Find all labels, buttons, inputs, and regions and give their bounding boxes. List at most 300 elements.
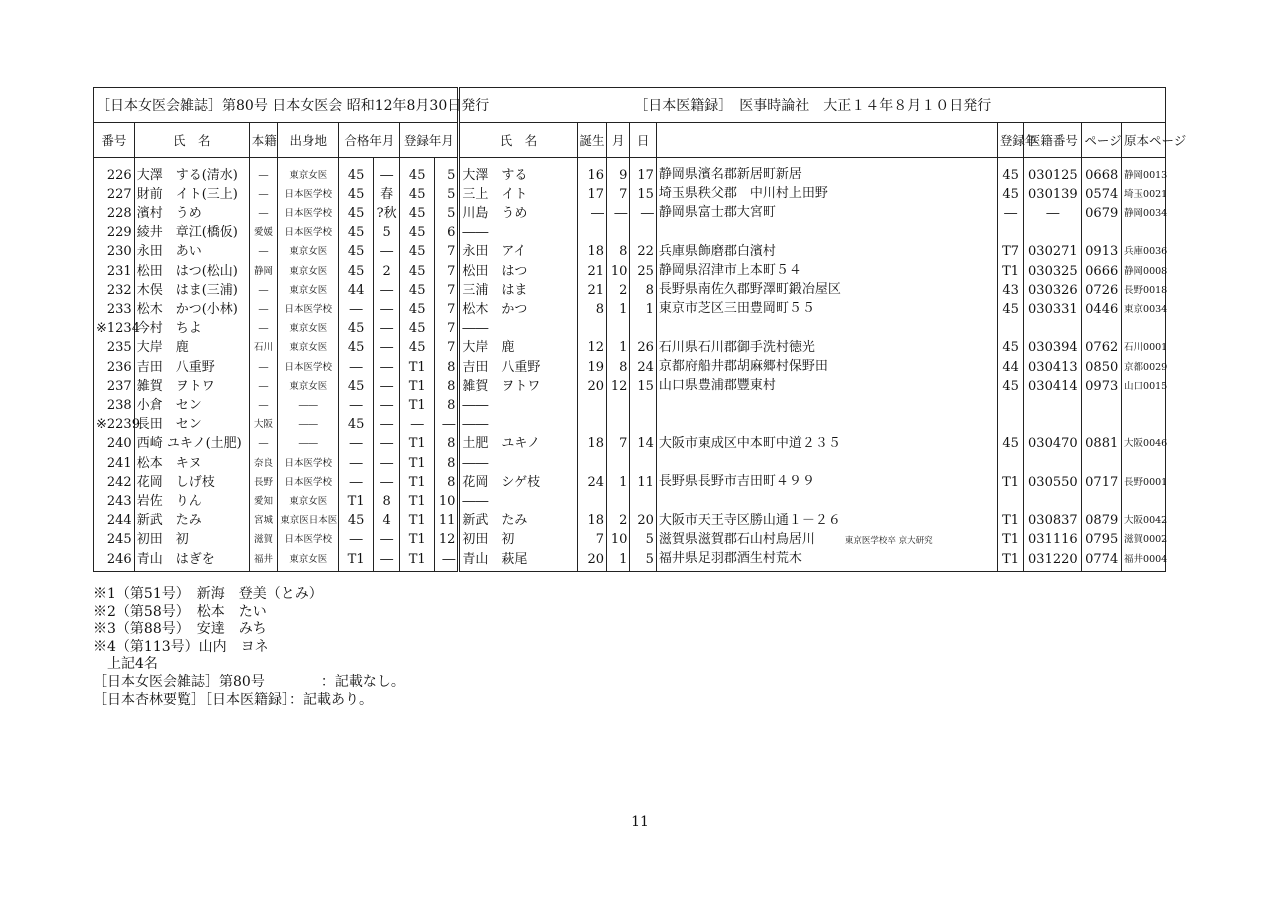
cell-no — [94, 320, 140, 339]
cell-text: 10 — [610, 532, 628, 548]
cell-text: 滋賀 — [253, 534, 273, 546]
cell-text: ― — [258, 188, 269, 200]
cell-text: ― — [258, 207, 269, 219]
cell-bd — [630, 224, 656, 243]
cell-text: T1 — [408, 532, 426, 548]
cell-ty — [400, 320, 435, 339]
cell-text: 静岡県濱名郡新居町新居 — [658, 167, 802, 182]
cell-text: 5 — [645, 551, 654, 567]
cell-origin — [278, 396, 339, 415]
cell-text: 吉田 八重野 — [136, 359, 215, 375]
cell-bm — [607, 492, 630, 511]
cell-addr — [656, 492, 997, 511]
cell-km — [373, 339, 399, 358]
cell-ty — [400, 339, 435, 358]
cell-bm — [607, 531, 630, 550]
cell-text: ―― — [462, 321, 489, 337]
cell-km — [373, 550, 399, 572]
cell-name — [134, 377, 249, 396]
cell-addr — [656, 224, 997, 243]
cell-ty — [400, 473, 435, 492]
cell-text: 45 — [408, 186, 426, 202]
cell-n2 — [459, 512, 577, 531]
cell-km — [373, 416, 399, 435]
cell-text: 東京女医 — [289, 342, 328, 354]
footnote-line: 上記4名 — [93, 656, 158, 673]
cell-km — [373, 281, 399, 300]
cell-text: 030394 — [1028, 340, 1078, 356]
cell-text: ― — [349, 532, 363, 548]
cell-text: 松本 キヌ — [136, 455, 202, 471]
cell-text: 花岡 しげ枝 — [136, 474, 215, 490]
cell-text: 030139 — [1028, 186, 1078, 202]
cell-ry — [997, 454, 1023, 473]
cell-n2 — [459, 185, 577, 204]
cell-addr — [656, 531, 997, 550]
cell-text: 花岡 シゲ枝 — [462, 474, 541, 490]
cell-text: 0850 — [1085, 359, 1119, 375]
cell-text: 22 — [637, 244, 654, 260]
cell-text: 大阪市天王寺区勝山通１－２６ — [658, 512, 841, 528]
cell-ty — [400, 358, 435, 377]
cell-reg — [1024, 185, 1082, 204]
cell-origin — [278, 492, 339, 511]
cell-text: 030325 — [1028, 263, 1078, 279]
cell-text: ― — [380, 436, 394, 452]
cell-op — [1122, 185, 1166, 204]
cell-km — [373, 243, 399, 262]
cell-tm — [435, 473, 459, 492]
cell-tm — [435, 262, 459, 281]
cell-text: 5 — [447, 205, 456, 221]
cell-ky — [339, 281, 374, 300]
cell-text: 東京女医 — [289, 380, 328, 392]
cell-addr — [656, 435, 997, 454]
cell-n2 — [459, 243, 577, 262]
cell-text: ― — [380, 167, 394, 183]
cell-text: ―― — [298, 419, 318, 431]
cell-text: 45 — [1002, 186, 1019, 202]
cell-text: 大岸 鹿 — [136, 340, 189, 356]
cell-bd — [630, 243, 656, 262]
cell-text: 7 — [619, 436, 628, 452]
cell-text: ― — [380, 551, 394, 567]
cell-text: 1 — [619, 340, 628, 356]
cell-text: ―― — [298, 438, 318, 450]
col-header-reg-year: 登録年 — [997, 123, 1023, 158]
cell-no — [94, 243, 135, 262]
cell-text: 埼玉0021 — [1124, 188, 1168, 200]
cell-honseki — [249, 204, 278, 223]
cell-name — [134, 158, 249, 186]
cell-no — [94, 185, 135, 204]
cell-ty — [400, 550, 435, 572]
cell-text: 小倉 セン — [136, 397, 202, 413]
cell-text: ―― — [298, 399, 318, 411]
cell-text: 三浦 はま — [462, 282, 528, 298]
cell-ry — [997, 185, 1023, 204]
footnote-line: ※2（第58号） 松本 たい — [93, 603, 267, 620]
cell-pg — [1082, 358, 1122, 377]
cell-text: 京都0029 — [1124, 361, 1168, 373]
cell-ry — [997, 262, 1023, 281]
cell-honseki — [249, 185, 278, 204]
cell-km — [373, 492, 399, 511]
cell-text: 静岡0034 — [1124, 207, 1168, 219]
cell-text: 東京市芝区三田豊岡町５５ — [658, 301, 815, 317]
cell-origin — [278, 320, 339, 339]
cell-ry — [997, 416, 1023, 435]
cell-text: 長野県長野市吉田町４９９ — [658, 474, 815, 490]
cell-text: 45 — [347, 263, 365, 279]
cell-text: 0795 — [1085, 532, 1119, 548]
cell-text: ― — [349, 397, 363, 413]
cell-km — [373, 531, 399, 550]
cell-bd — [630, 158, 656, 186]
cell-text: ― — [1046, 205, 1060, 221]
cell-bm — [607, 454, 630, 473]
col-header-address — [656, 123, 997, 158]
cell-honseki — [249, 435, 278, 454]
cell-text: 10 — [438, 493, 456, 509]
cell-op — [1122, 358, 1166, 377]
cell-tm — [435, 300, 459, 319]
cell-text: 030414 — [1028, 378, 1078, 394]
cell-name — [134, 473, 249, 492]
cell-n2 — [459, 224, 577, 243]
cell-text: 230 — [106, 244, 132, 260]
footnote-line: ※4（第113号）山内 ヨネ — [93, 638, 269, 655]
cell-text: ―― — [462, 397, 489, 413]
cell-reg — [1024, 512, 1082, 531]
cell-tm — [435, 224, 459, 243]
cell-text: 45 — [408, 282, 426, 298]
cell-text: 大阪市東成区中本町中道２３５ — [658, 435, 841, 451]
cell-text: 大阪 — [253, 419, 273, 431]
cell-no — [94, 435, 135, 454]
table-row — [94, 224, 1166, 243]
cell-ky — [339, 339, 374, 358]
cell-text: 0679 — [1085, 205, 1119, 221]
cell-text: ― — [380, 474, 394, 490]
cell-no — [94, 262, 135, 281]
cell-text: 20 — [637, 513, 654, 529]
table-row — [94, 204, 1166, 223]
cell-honseki — [249, 320, 278, 339]
cell-addr — [656, 416, 997, 435]
cell-text: 21 — [587, 282, 605, 298]
cell-ky — [339, 435, 374, 454]
cell-origin — [278, 473, 339, 492]
cell-bm — [607, 158, 630, 186]
address-note: 東京医学校卒 京大研究 — [844, 535, 933, 546]
cell-text: ― — [380, 417, 394, 433]
cell-text: 兵庫0036 — [1124, 246, 1168, 258]
cell-text: 45 — [408, 321, 426, 337]
cell-origin — [278, 339, 339, 358]
cell-text: 45 — [347, 186, 365, 202]
cell-text: 東京女医 — [289, 169, 328, 181]
cell-tm — [435, 550, 459, 572]
cell-text: 0762 — [1085, 340, 1119, 356]
cell-pg — [1082, 158, 1122, 186]
cell-text: 7 — [619, 186, 628, 202]
cell-ky — [339, 204, 374, 223]
cell-reg — [1024, 550, 1082, 572]
cell-origin — [278, 262, 339, 281]
cell-text: 静岡0013 — [1124, 169, 1168, 181]
cell-ry — [997, 358, 1023, 377]
cell-bd — [630, 185, 656, 204]
cell-origin — [278, 185, 339, 204]
cell-by — [577, 531, 607, 550]
cell-by — [577, 243, 607, 262]
cell-text: 永田 あい — [136, 244, 202, 260]
cell-name — [134, 435, 249, 454]
cell-op — [1122, 158, 1166, 186]
table-row — [94, 300, 1166, 319]
right-source-header: ［日本医籍録］ 医事時論社 大正１４年８月１０日発行 — [459, 88, 1166, 123]
cell-no — [94, 550, 135, 572]
cell-reg — [1024, 492, 1082, 511]
cell-pg — [1082, 435, 1122, 454]
cell-text: 長野 — [253, 476, 273, 488]
cell-origin — [278, 416, 339, 435]
col-header-name: 氏 名 — [134, 123, 249, 158]
cell-no — [94, 531, 135, 550]
cell-km — [373, 377, 399, 396]
cell-text: 45 — [408, 205, 426, 221]
cell-text: 初田 初 — [462, 532, 515, 548]
cell-bd — [630, 492, 656, 511]
cell-text: ― — [640, 205, 654, 221]
cell-text: ?秋 — [376, 205, 397, 221]
cell-text: 0879 — [1085, 513, 1119, 529]
cell-reg — [1024, 204, 1082, 223]
cell-op — [1122, 512, 1166, 531]
cell-text: 石川 — [253, 342, 273, 354]
cell-text: ※2239 — [96, 417, 140, 433]
cell-text: T1 — [408, 397, 426, 413]
cell-text: ― — [591, 205, 605, 221]
cell-op — [1122, 396, 1166, 415]
table-row — [94, 473, 1166, 492]
cell-by — [577, 204, 607, 223]
cell-no — [94, 224, 135, 243]
cell-op — [1122, 262, 1166, 281]
cell-text: ― — [380, 359, 394, 375]
cell-text: ― — [380, 378, 394, 394]
cell-ty — [400, 531, 435, 550]
cell-text: 8 — [447, 378, 456, 394]
cell-text: 土肥 ユキノ — [462, 436, 541, 452]
cell-text: 新武 たみ — [136, 513, 202, 529]
col-header-registry-number: 医籍番号 — [1024, 123, 1082, 158]
cell-text: 京都府船井郡胡麻郷村保野田 — [658, 359, 828, 375]
cell-by — [577, 492, 607, 511]
cell-addr — [656, 377, 997, 396]
cell-text: 青山 はぎを — [136, 551, 215, 567]
cell-honseki — [249, 358, 278, 377]
cell-text: 030550 — [1028, 474, 1078, 490]
cell-op — [1122, 492, 1166, 511]
cell-text: 227 — [106, 186, 132, 202]
cell-text: 8 — [447, 397, 456, 413]
cell-reg — [1024, 435, 1082, 454]
table-row — [94, 396, 1166, 415]
cell-text: 大阪0042 — [1124, 515, 1168, 527]
cell-text: 20 — [587, 378, 605, 394]
cell-text: 東京0034 — [1124, 303, 1168, 315]
cell-op — [1122, 281, 1166, 300]
cell-tm — [435, 454, 459, 473]
cell-ty — [400, 158, 435, 186]
cell-name — [134, 550, 249, 572]
cell-origin — [278, 358, 339, 377]
cell-text: 45 — [1002, 340, 1019, 356]
cell-by — [577, 435, 607, 454]
cell-text: ― — [258, 380, 269, 392]
cell-bd — [630, 531, 656, 550]
cell-text: 福井 — [253, 553, 273, 565]
col-header-pass-date: 合格年月 — [339, 123, 400, 158]
cell-n2 — [459, 473, 577, 492]
cell-op — [1122, 339, 1166, 358]
cell-text: 45 — [1002, 378, 1019, 394]
cell-by — [577, 320, 607, 339]
cell-bm — [607, 396, 630, 415]
cell-text: ― — [380, 282, 394, 298]
cell-ty — [400, 377, 435, 396]
cell-text: T1 — [408, 493, 426, 509]
cell-text: 濱村 うめ — [136, 205, 202, 221]
cell-name — [134, 224, 249, 243]
cell-n2 — [459, 416, 577, 435]
cell-text: ― — [258, 438, 269, 450]
cell-no — [94, 377, 135, 396]
cell-addr — [656, 512, 997, 531]
cell-text: T1 — [347, 493, 365, 509]
cell-no — [94, 396, 135, 415]
cell-text: 滋賀県滋賀郡石山村鳥居川 — [658, 531, 815, 547]
cell-n2 — [459, 492, 577, 511]
cell-text: ― — [380, 244, 394, 260]
cell-n2 — [459, 377, 577, 396]
cell-honseki — [249, 224, 278, 243]
cell-text: 愛知 — [253, 495, 273, 507]
cell-text: 日本医学校 — [284, 457, 333, 469]
cell-text: 静岡 — [253, 265, 273, 277]
cell-text: 235 — [106, 340, 132, 356]
cell-text: 233 — [106, 301, 132, 317]
cell-text: ― — [258, 399, 269, 411]
cell-text: 21 — [587, 263, 605, 279]
footnotes — [93, 586, 405, 709]
cell-n2 — [459, 550, 577, 572]
cell-bm — [607, 224, 630, 243]
cell-text: ― — [349, 301, 363, 317]
cell-ty — [400, 435, 435, 454]
cell-text: 0913 — [1085, 244, 1119, 260]
cell-text: 日本医学校 — [284, 303, 333, 315]
cell-ky — [339, 377, 374, 396]
cell-text: 0726 — [1085, 282, 1119, 298]
cell-km — [373, 300, 399, 319]
cell-bd — [630, 358, 656, 377]
cell-bm — [607, 281, 630, 300]
cell-pg — [1082, 550, 1122, 572]
cell-op — [1122, 320, 1166, 339]
cell-text: 11 — [637, 474, 654, 490]
cell-tm — [435, 416, 459, 435]
cell-text: ― — [380, 532, 394, 548]
cell-bm — [607, 204, 630, 223]
cell-ky — [339, 224, 374, 243]
cell-text: 8 — [595, 301, 605, 317]
cell-text: 7 — [447, 301, 456, 317]
cell-text: 8 — [447, 474, 456, 490]
cell-bd — [630, 300, 656, 319]
cell-no — [94, 358, 135, 377]
cell-bm — [607, 185, 630, 204]
cell-honseki — [249, 300, 278, 319]
cell-tm — [435, 185, 459, 204]
cell-bm — [607, 300, 630, 319]
cell-bm — [607, 473, 630, 492]
table-row — [94, 512, 1166, 531]
cell-bd — [630, 377, 656, 396]
cell-reg — [1024, 377, 1082, 396]
cell-origin — [278, 300, 339, 319]
cell-text: ― — [380, 321, 394, 337]
cell-ty — [400, 243, 435, 262]
cell-bm — [607, 377, 630, 396]
cell-no — [94, 158, 135, 186]
footnote-line: ※1（第51号） 新海 登美（とみ） — [93, 586, 323, 602]
cell-bd — [630, 435, 656, 454]
cell-pg — [1082, 531, 1122, 550]
cell-text: 滋賀0002 — [1124, 534, 1168, 546]
cell-honseki — [249, 396, 278, 415]
cell-text: ―― — [462, 225, 489, 241]
cell-addr — [656, 320, 997, 339]
cell-tm — [435, 339, 459, 358]
cell-reg — [1024, 281, 1082, 300]
cell-tm — [435, 512, 459, 531]
cell-pg — [1082, 377, 1122, 396]
cell-text: 長田 セン — [136, 417, 202, 433]
cell-text: 0973 — [1085, 378, 1119, 394]
cell-reg — [1024, 243, 1082, 262]
cell-bm — [607, 435, 630, 454]
cell-text: 45 — [408, 340, 426, 356]
cell-text: 石川県石川郡御手洗村徳光 — [658, 339, 815, 355]
cell-ky — [339, 550, 374, 572]
cell-text: 雑賀 ヲトワ — [136, 378, 215, 394]
table-row — [94, 339, 1166, 358]
cell-ry — [997, 281, 1023, 300]
cell-name — [134, 416, 249, 435]
cell-text: 東京医日本医 — [280, 515, 338, 527]
cell-name — [134, 512, 249, 531]
cell-ty — [400, 300, 435, 319]
cell-text: 18 — [587, 436, 605, 452]
cell-text: 西崎 ユキノ(土肥) — [136, 436, 242, 452]
cell-origin — [278, 435, 339, 454]
cell-text: 日本医学校 — [284, 534, 333, 546]
cell-text: 0717 — [1085, 474, 1119, 490]
cell-text: 雑賀 ヲトワ — [462, 378, 541, 394]
